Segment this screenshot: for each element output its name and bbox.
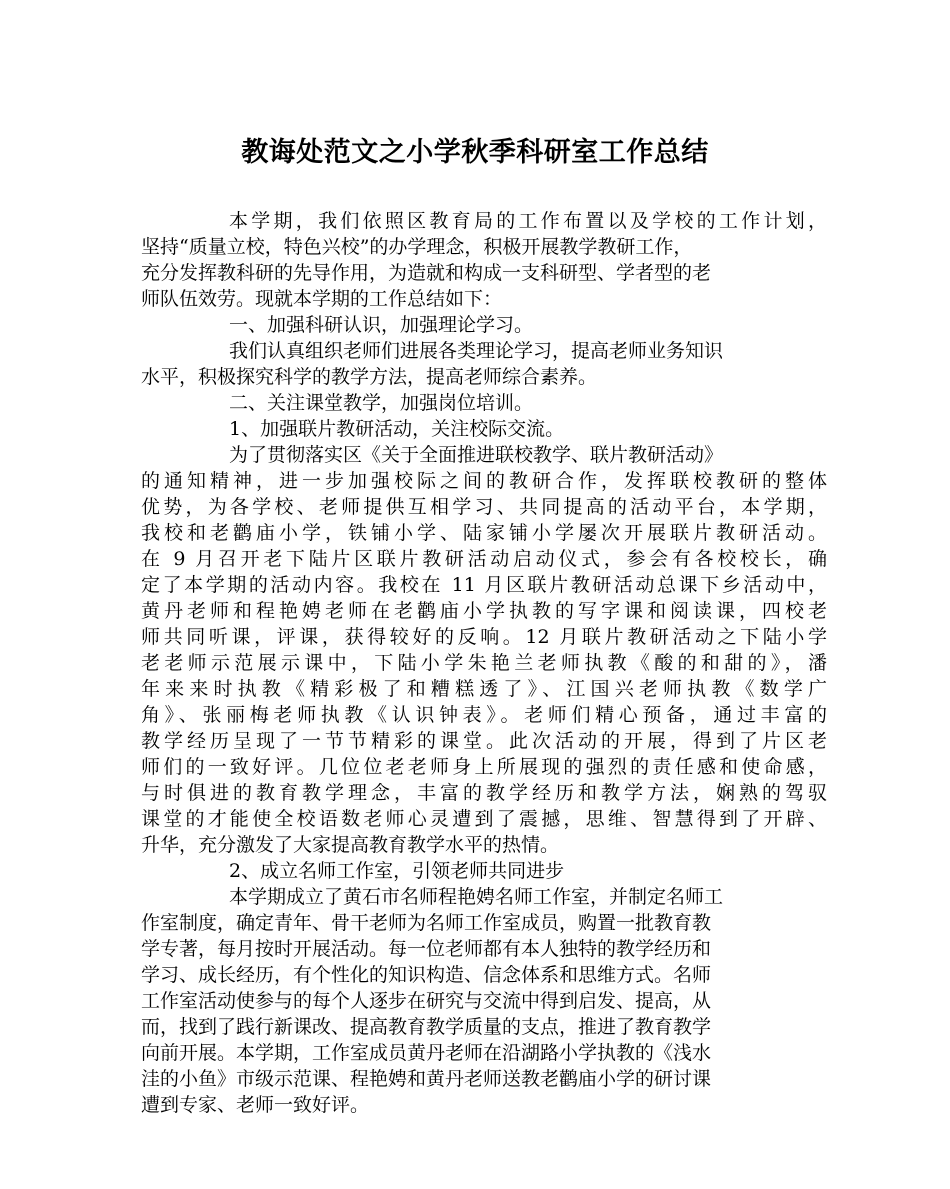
line-text: 充分发挥教科研的先导作用，为造就和构成一支科研型、学者型的老	[141, 262, 712, 284]
paragraph-line	[141, 390, 827, 416]
paragraph-line	[141, 494, 827, 520]
line-text: 教学经历呈现了一节节精彩的课堂。此次活动的开展，得到了片区老	[141, 730, 827, 752]
line-text: 向前开展。本学期，工作室成员黄丹老师在沿湖路小学执教的《浅水	[141, 1042, 712, 1064]
line-text: 与时俱进的教育教学理念，丰富的教学经历和教学方法，娴熟的驾驭	[141, 782, 827, 804]
paragraph-line	[141, 754, 827, 780]
line-text: 本学期成立了黄石市名师程艳娉名师工作室，并制定名师工	[229, 886, 724, 908]
line-text: 1、加强联片教研活动，关注校际交流。	[229, 418, 565, 440]
paragraph-line	[141, 988, 827, 1014]
line-text: 师共同听课，评课，获得较好的反响。12 月联片教研活动之下陆小学	[141, 626, 827, 648]
paragraph-line	[141, 936, 827, 962]
line-text: 工作室活动使参与的每个人逐步在研究与交流中得到启发、提高，从	[141, 990, 712, 1012]
line-text: 我们认真组织老师们进展各类理论学习，提高老师业务知识	[229, 340, 724, 362]
paragraph-line	[141, 650, 827, 676]
line-text: 本学期，我们依照区教育局的工作布置以及学校的工作计划，	[229, 210, 827, 232]
paragraph-line	[141, 676, 827, 702]
line-text: 二、关注课堂教学，加强岗位培训。	[229, 392, 534, 414]
line-text: 学专著，每月按时开展活动。每一位老师都有本人独特的教学经历和	[141, 938, 712, 960]
paragraph-line	[141, 1014, 827, 1040]
paragraph-line	[141, 312, 827, 338]
line-text: 为了贯彻落实区《关于全面推进联校教学、联片教研活动》	[229, 444, 724, 466]
line-text: 在 9 月召开老下陆片区联片教研活动启动仪式，参会有各校校长，确	[141, 548, 827, 570]
line-text: 师们的一致好评。几位位老老师身上所展现的强烈的责任感和使命感，	[141, 756, 827, 778]
line-text: 一、加强科研认识，加强理论学习。	[229, 314, 534, 336]
line-text: 学习、成长经历，有个性化的知识构造、信念体系和思维方式。名师	[141, 964, 712, 986]
paragraph-line	[141, 1092, 827, 1118]
paragraph-line	[141, 1066, 827, 1092]
line-text: 升华，充分激发了大家提高教育教学水平的热情。	[141, 834, 560, 856]
paragraph-line	[141, 702, 827, 728]
paragraph-line	[141, 910, 827, 936]
line-text: 角》、张丽梅老师执教《认识钟表》。老师们精心预备，通过丰富的	[141, 704, 827, 726]
line-text: 课堂的才能使全校语数老师心灵遭到了震撼，思维、智慧得到了开辟、	[141, 808, 827, 830]
line-text: 而，找到了践行新课改、提高教育教学质量的支点，推进了教育教学	[141, 1016, 712, 1038]
paragraph-line	[141, 520, 827, 546]
paragraph-line	[141, 442, 827, 468]
line-text: 遭到专家、老师一致好评。	[141, 1094, 370, 1116]
line-text: 水平，积极探究科学的教学方法，提高老师综合素养。	[141, 366, 598, 388]
paragraph-line	[141, 780, 827, 806]
paragraph-line	[141, 598, 827, 624]
paragraph-line	[141, 884, 827, 910]
paragraph-line	[141, 962, 827, 988]
paragraph-line	[141, 234, 827, 260]
paragraph-line	[141, 806, 827, 832]
paragraph-line	[141, 338, 827, 364]
document-title: 教诲处范文之小学秋季科研室工作总结	[241, 137, 709, 168]
line-text: 坚持“质量立校，特色兴校”的办学理念，积极开展教学教研工作，	[141, 236, 693, 258]
paragraph-line	[141, 364, 827, 390]
document-body	[141, 208, 827, 1118]
paragraph-line	[141, 416, 827, 442]
line-text: 洼的小鱼》市级示范课、程艳娉和黄丹老师送教老鹳庙小学的研讨课	[141, 1068, 712, 1090]
paragraph-line	[141, 546, 827, 572]
line-text: 定了本学期的活动内容。我校在 11 月区联片教研活动总课下乡活动中，	[141, 574, 827, 596]
line-text: 师队伍效劳。现就本学期的工作总结如下：	[141, 288, 503, 310]
paragraph-line	[141, 832, 827, 858]
line-text: 的通知精神，进一步加强校际之间的教研合作，发挥联校教研的整体	[141, 470, 827, 492]
paragraph-line	[141, 286, 827, 312]
line-text: 老老师示范展示课中，下陆小学朱艳兰老师执教《酸的和甜的》，潘	[141, 652, 827, 674]
paragraph-line	[141, 572, 827, 598]
line-text: 2、成立名师工作室，引领老师共同进步	[229, 860, 565, 882]
line-text: 我校和老鹳庙小学，铁铺小学、陆家铺小学屡次开展联片教研活动。	[141, 522, 827, 544]
paragraph-line	[141, 260, 827, 286]
paragraph-line	[141, 728, 827, 754]
paragraph-line	[141, 208, 827, 234]
paragraph-line	[141, 858, 827, 884]
line-text: 年来来时执教《精彩极了和糟糕透了》、江国兴老师执教《数学广	[141, 678, 827, 700]
paragraph-line	[141, 624, 827, 650]
line-text: 优势，为各学校、老师提供互相学习、共同提高的活动平台，本学期，	[141, 496, 827, 518]
paragraph-line	[141, 1040, 827, 1066]
line-text: 黄丹老师和程艳娉老师在老鹳庙小学执教的写字课和阅读课，四校老	[141, 600, 827, 622]
line-text: 作室制度，确定青年、骨干老师为名师工作室成员，购置一批教育教	[141, 912, 712, 934]
paragraph-line	[141, 468, 827, 494]
